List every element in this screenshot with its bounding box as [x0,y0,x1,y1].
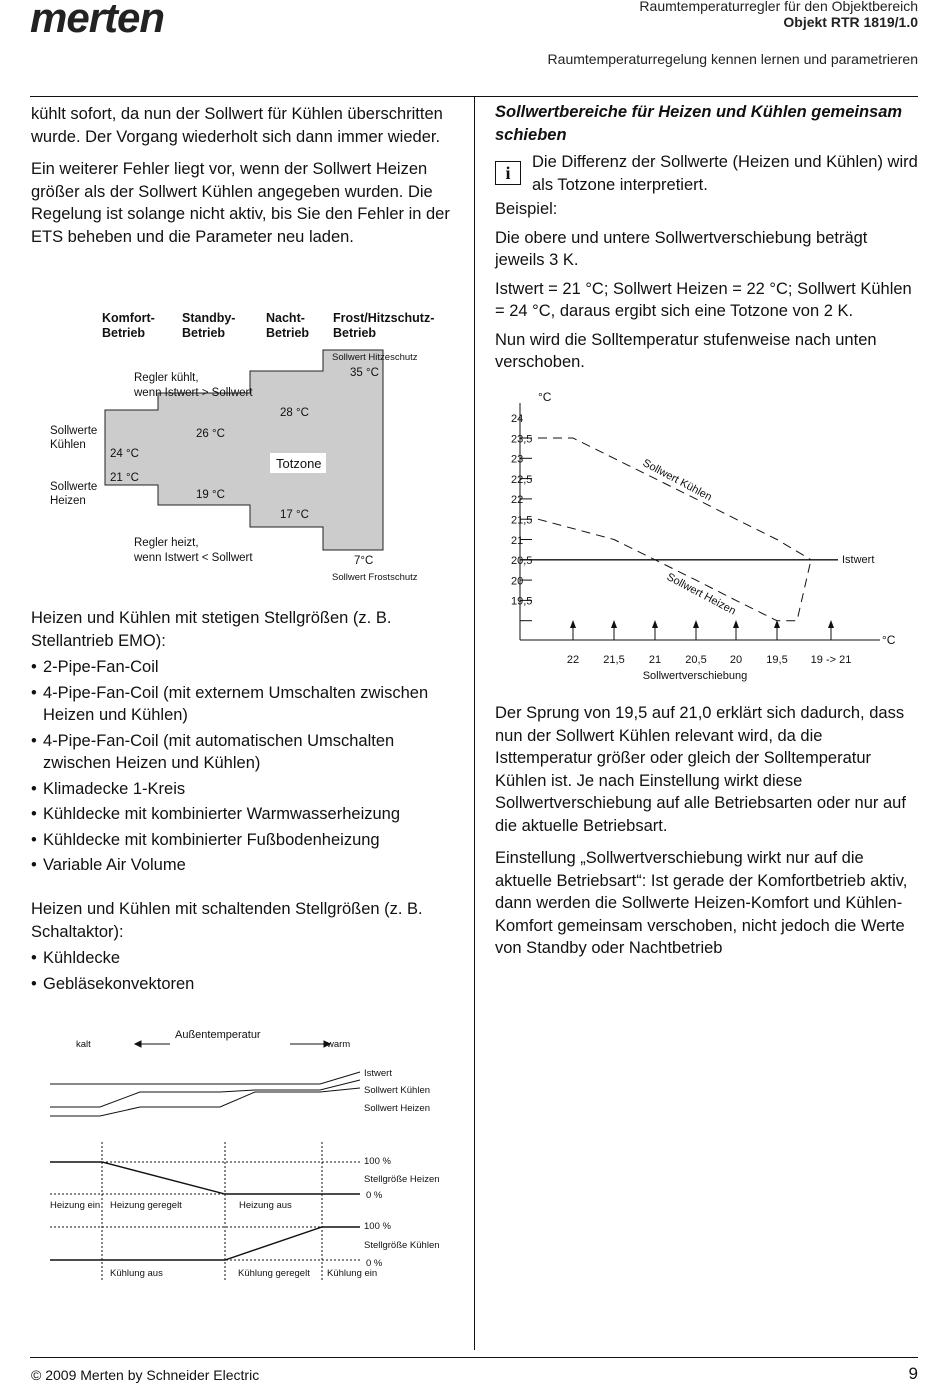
chart-labels [511,390,896,682]
x-tick-label: 20 [729,654,743,666]
right-example [495,198,920,384]
right-explanation [495,702,920,970]
mode-nacht: Nacht-Betrieb [266,311,310,340]
x-tick-arrowhead [733,620,739,628]
x-tick-label: 19,5 [766,654,788,666]
label-frostschutz: Sollwert Frostschutz [332,572,418,583]
mode-standby: Standby-Betrieb [182,311,236,340]
left-paragraph-1: kühlt sofort, da nun der Sollwert für Kühlen überschritten wurde. Der Vorgang wiederholt sich dann immer wieder. [31,105,443,146]
y-tick-label: 21,5 [511,514,533,527]
schalt-section [31,898,456,998]
label-regler-heizt: Regler heizt, wenn Istwert < Sollwert [134,537,253,564]
y-tick-label: 19,5 [511,595,533,608]
list-item: • Variable Air Volume [31,854,456,877]
value-heizen-komfort: 21 °C [110,472,139,484]
value-heizen-standby: 19 °C [196,489,225,501]
x-tick-label: 22 [566,654,580,666]
info-icon: i [495,161,521,185]
outdoor-temp-diagram [40,1022,460,1287]
label-kalt: kalt [76,1039,91,1050]
footer-copyright: © 2009 Merten by Schneider Electric [31,1367,260,1383]
series-sollwert-kuehlen [538,438,811,560]
y-tick-label: 22 [511,494,524,507]
merten-logo: merten [30,0,165,41]
label-istwert: Istwert [364,1068,392,1079]
right-paragraph-2: Einstellung „Sollwertverschiebung wirkt nur auf die aktuelle Betriebsart“: Ist gerade der Komfortbetrieb aktiv, dann werden die Sollwerte Heizen-Komfort und Kühlen-Komfort gemeinsam verschoben, nicht jedoch die Werte von Standby oder Nachtbetrieb [495,849,908,957]
y-tick-label: 22,5 [511,473,533,486]
mode-frost: Frost/Hitzschutz-Betrieb [333,311,435,340]
info-text: Die Differenz der Sollwerte (Heizen und Kühlen) wird als Totzone interpretiert. [532,153,918,194]
right-heading: Sollwertbereiche für Heizen und Kühlen gemeinsam schieben [495,103,903,144]
setpoint-shift-chart [500,383,920,688]
series-label-kuehlen: Sollwert Kühlen [640,457,714,504]
chart-series [520,438,838,621]
stetig-title: Heizen und Kühlen mit stetigen Stellgrößen (z. B. Stellantrieb EMO): [31,609,392,650]
x-tick-label: 21 [648,654,662,666]
header-product: Objekt RTR 1819/1.0 [783,14,918,30]
series-label-heizen: Sollwert Heizen [664,571,738,618]
mode-komfort: Komfort-Betrieb [102,311,155,340]
schalt-title: Heizen und Kühlen mit schaltenden Stellgrößen (z. B. Schaltaktor): [31,900,423,941]
x-axis-label: Sollwertverschiebung [642,670,748,682]
label-stellgroesse-heizen: Stellgröße Heizen [364,1174,440,1185]
list-item: • Kühldecke [31,947,456,970]
x-tick-label: 20,5 [685,654,707,666]
x-tick-arrowhead [652,620,658,628]
schalt-list [31,947,456,995]
label-heizung-aus: Heizung aus [239,1200,292,1211]
y-tick-label: 21 [511,534,524,547]
label-heizung-geregelt: Heizung geregelt [110,1200,182,1211]
label-0-heizen: 0 % [366,1190,383,1201]
x-tick-label: 21,5 [603,654,625,666]
istwert-line [50,1072,360,1084]
label-stellgroesse-kuehlen: Stellgröße Kühlen [364,1240,440,1251]
x-tick-arrowhead [611,620,617,628]
stetig-section [31,607,456,880]
label-sollwerte-heizen: Sollwerte Heizen [50,481,98,507]
series-label-istwert: Istwert [842,554,875,566]
example-line-1: Die obere und untere Sollwertverschiebung beträgt jeweils 3 K. [495,228,868,269]
stetig-list [31,656,456,877]
y-tick-label: 23 [511,453,524,466]
right-paragraph-1: Der Sprung von 19,5 auf 21,0 erklärt sich dadurch, dass nun der Sollwert Kühlen relevant wird, da die Isttemperatur größer oder gleich der Solltemperatur Kühlen ist. Je nach Einstellung wirkt diese Sollwertverschiebung auf alle Betriebsarten oder nur auf die aktuelle Betriebsart. [495,704,906,835]
label-0-kuehlen: 0 % [366,1258,383,1269]
footer-rule [30,1357,918,1358]
y-tick-label: 20 [511,575,524,588]
y-tick-label: 24 [511,413,524,425]
series-sollwert-heizen [538,519,811,621]
setpoint-modes-diagram [40,305,440,590]
left-paragraph-2: Ein weiterer Fehler liegt vor, wenn der Sollwert Heizen größer als der Sollwert Kühlen angegeben wurden. Die Regelung ist solange nicht aktiv, bis Sie den Fehler in der ETS beheben und die Parameter neu laden. [31,160,450,246]
value-frostschutz: 7°C [354,555,374,567]
header-section: Raumtemperaturregelung kennen lernen und parametrieren [547,51,918,67]
left-intro [31,103,456,258]
label-regler-kuehlt: Regler kühlt, wenn Istwert > Sollwert [134,372,253,399]
value-hitzeschutz: 35 °C [350,367,379,379]
list-item: • 4-Pipe-Fan-Coil (mit automatischen Umschalten zwischen Heizen und Kühlen) [31,730,456,775]
label-sollwerte-kuehlen: Sollwerte Kühlen [50,425,98,451]
label-kuehlung-ein: Kühlung ein [327,1268,378,1279]
example-line-2: Istwert = 21 °C; Sollwert Heizen = 22 °C; Sollwert Kühlen = 24 °C, daraus ergibt sich eine Totzone von 2 K. [495,279,912,320]
label-kuehlung-aus: Kühlung aus [110,1268,163,1279]
x-tick-arrowhead [774,620,780,628]
y-unit-label: °C [538,390,552,404]
page-number: 9 [908,1364,918,1383]
stellgroesse-kuehlen-line [50,1227,360,1260]
list-item: • Gebläsekonvektoren [31,973,456,996]
value-kuehlen-nacht: 28 °C [280,407,309,419]
label-heizung-ein: Heizung ein [50,1200,101,1211]
list-item: • Klimadecke 1-Kreis [31,778,456,801]
list-item: • 2-Pipe-Fan-Coil [31,656,456,679]
example-line-3: Nun wird die Solltemperatur stufenweise nach unten verschoben. [495,330,877,371]
beispiel-label: Beispiel: [495,200,558,218]
column-divider [474,97,475,1350]
stellgroesse-heizen-line [50,1162,360,1194]
list-item: • Kühldecke mit kombinierter Warmwasserheizung [31,803,456,826]
x-tick-arrowhead [693,620,699,628]
value-heizen-nacht: 17 °C [280,509,309,521]
label-sollwert-kuehlen: Sollwert Kühlen [364,1085,431,1096]
value-kuehlen-komfort: 24 °C [110,448,139,460]
label-kuehlung-geregelt: Kühlung geregelt [238,1268,310,1279]
y-tick-label: 20,5 [511,555,533,568]
label-100-heizen: 100 % [364,1156,391,1167]
list-item: • Kühldecke mit kombinierter Fußbodenheizung [31,829,456,852]
x-tick-arrowhead [828,620,834,628]
list-item: • 4-Pipe-Fan-Coil (mit externem Umschalten zwischen Heizen und Kühlen) [31,682,456,727]
label-aussentemperatur: Außentemperatur [175,1029,261,1041]
label-hitzeschutz: Sollwert Hitzeschutz [332,352,418,363]
label-warm: warm [327,1039,351,1050]
label-sollwert-heizen: Sollwert Heizen [364,1103,430,1114]
label-totzone: Totzone [276,456,322,471]
header-title: Raumtemperaturregler für den Objektbereich [639,0,918,14]
y-tick-label: 23,5 [511,433,533,446]
label-100-kuehlen: 100 % [364,1221,391,1232]
x-tick-arrowhead [570,620,576,628]
x-unit-label: °C [882,633,896,647]
x-tick-label: 19 -> 21 [810,654,852,666]
value-kuehlen-standby: 26 °C [196,428,225,440]
